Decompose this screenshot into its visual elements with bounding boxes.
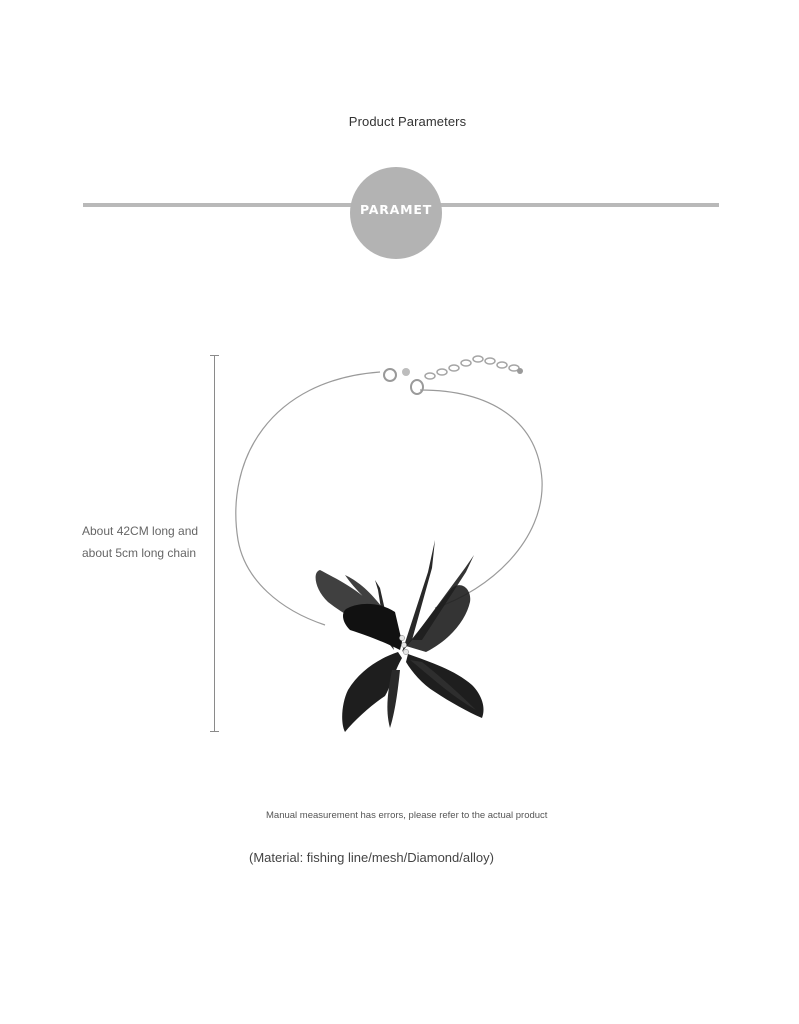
extension-chain — [425, 356, 519, 379]
parameters-badge-label: PARAMET — [359, 201, 433, 217]
size-label-line1: About 42CM long and — [82, 524, 199, 538]
divider-right — [437, 203, 719, 207]
parameters-badge — [350, 167, 442, 259]
chain-end-bead — [517, 368, 523, 374]
divider-left — [83, 203, 355, 207]
size-label-line2: about 5cm long chain — [82, 546, 197, 560]
size-label — [82, 520, 212, 564]
necklace-wire — [236, 372, 542, 625]
measurement-tick-bottom — [210, 731, 219, 732]
measurement-line — [214, 355, 215, 732]
butterfly-necklace-icon — [230, 340, 550, 740]
clasp-bead — [402, 368, 410, 376]
rhinestone — [403, 649, 408, 654]
rhinestone — [399, 635, 404, 640]
measurement-disclaimer: Manual measurement has errors, please refer to the actual product — [266, 810, 548, 821]
clasp-ring — [384, 369, 396, 381]
measurement-tick-top — [210, 355, 219, 356]
page-title: Product Parameters — [348, 114, 467, 129]
butterfly — [316, 540, 484, 732]
clasp-lobster — [411, 380, 423, 394]
material-description: (Material: fishing line/mesh/Diamond/alloy) — [249, 850, 494, 865]
rhinestone — [401, 642, 406, 647]
